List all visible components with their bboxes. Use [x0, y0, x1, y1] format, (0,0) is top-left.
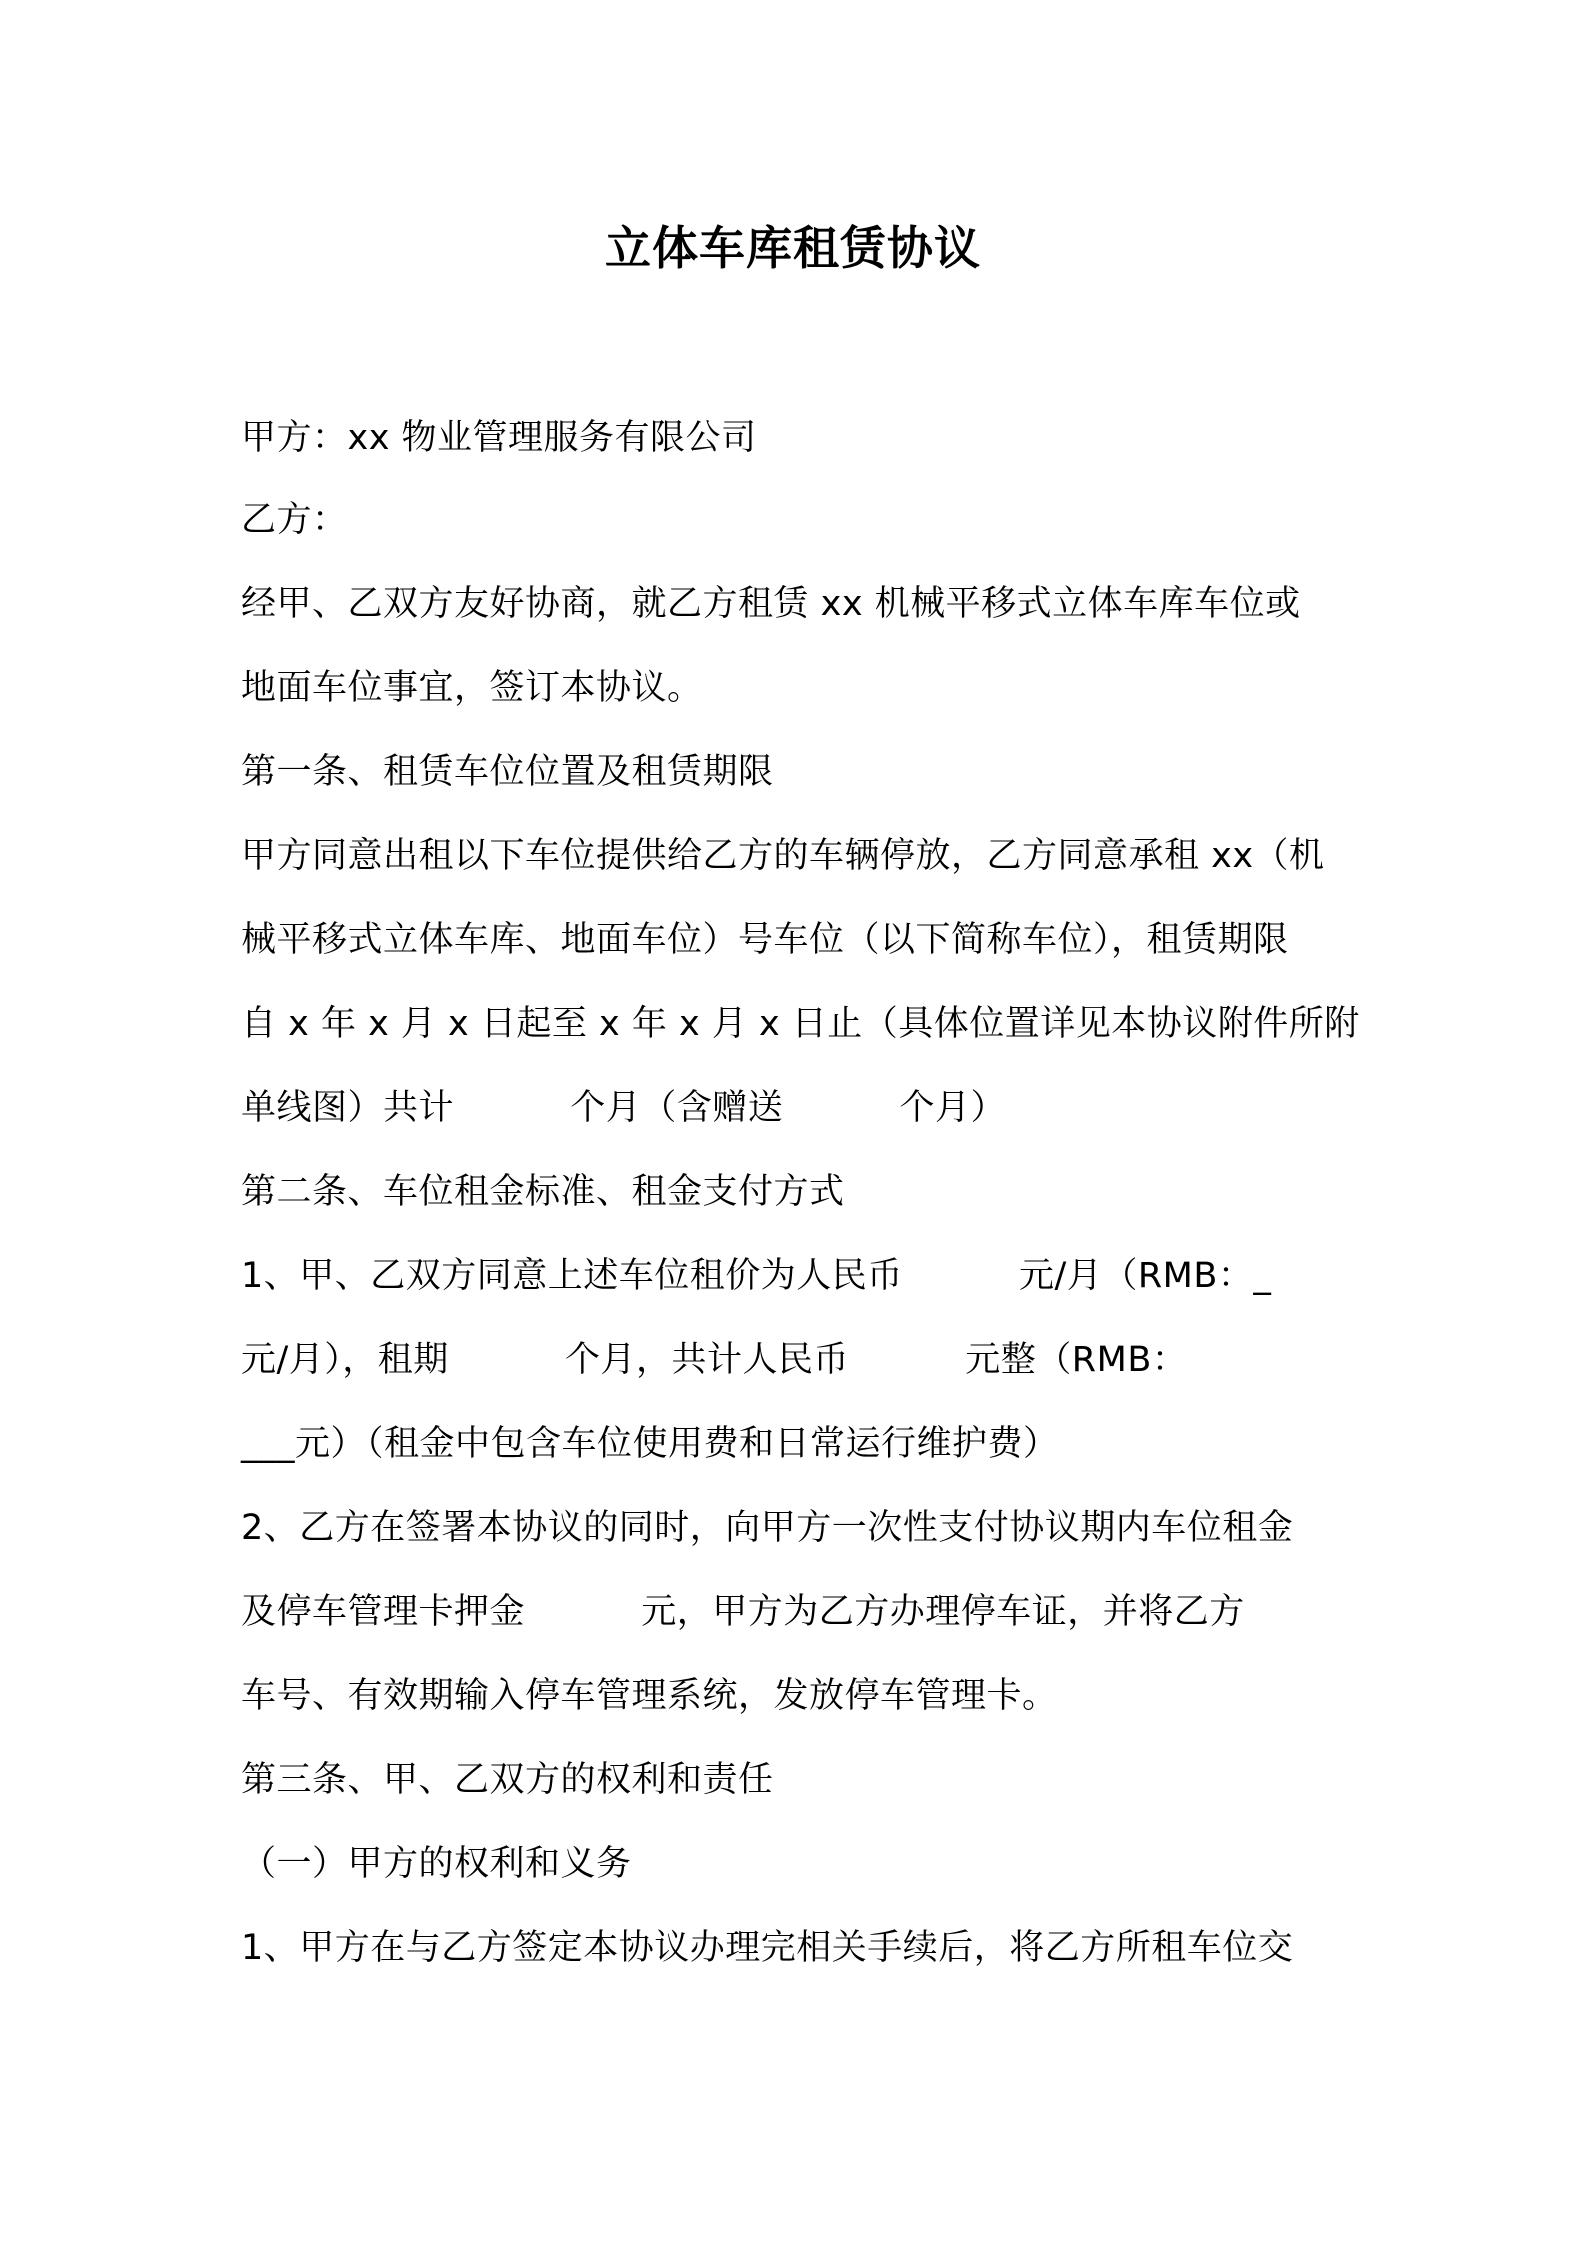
paragraph-line: 元/月），租期 个月，共计人民币 元整（RMB：	[241, 1340, 1188, 1380]
paragraph-line: 1、甲、乙双方同意上述车位租价为人民币 元/月（RMB：_	[241, 1256, 1272, 1296]
section-heading: 第一条、租赁车位位置及租赁期限	[241, 752, 774, 792]
section-heading: 第三条、甲、乙双方的权利和责任	[241, 1760, 774, 1800]
section-heading: 第二条、车位租金标准、租金支付方式	[241, 1172, 845, 1212]
paragraph-line: 地面车位事宜，签订本协议。	[241, 668, 703, 708]
paragraph-line: 甲方同意出租以下车位提供给乙方的车辆停放，乙方同意承租 xx（机	[241, 836, 1325, 876]
paragraph-line: 1、甲方在与乙方签定本协议办理完相关手续后，将乙方所租车位交	[241, 1928, 1294, 1968]
party-b-line: 乙方：	[241, 500, 348, 540]
paragraph-line: 经甲、乙双方友好协商，就乙方租赁 xx 机械平移式立体车库车位或	[241, 584, 1301, 624]
paragraph-line: 车号、有效期输入停车管理系统，发放停车管理卡。	[241, 1676, 1058, 1716]
paragraph-line: 械平移式立体车库、地面车位）号车位（以下简称车位），租赁期限	[241, 920, 1289, 960]
paragraph-line: ___元）（租金中包含车位使用费和日常运行维护费）	[241, 1424, 1059, 1464]
paragraph-line: 及停车管理卡押金 元，甲方为乙方办理停车证，并将乙方	[241, 1592, 1245, 1632]
party-a-line: 甲方：xx 物业管理服务有限公司	[241, 418, 757, 458]
subsection-heading: （一）甲方的权利和义务	[241, 1844, 632, 1884]
paragraph-line: 单线图）共计 个月（含赠送 个月）	[241, 1088, 1007, 1128]
paragraph-line: 2、乙方在签署本协议的同时，向甲方一次性支付协议期内车位租金	[241, 1508, 1294, 1548]
paragraph-line: 自 x 年 x 月 x 日起至 x 年 x 月 x 日止（具体位置详见本协议附件所附	[241, 1004, 1360, 1044]
document-title: 立体车库租赁协议	[605, 221, 981, 275]
